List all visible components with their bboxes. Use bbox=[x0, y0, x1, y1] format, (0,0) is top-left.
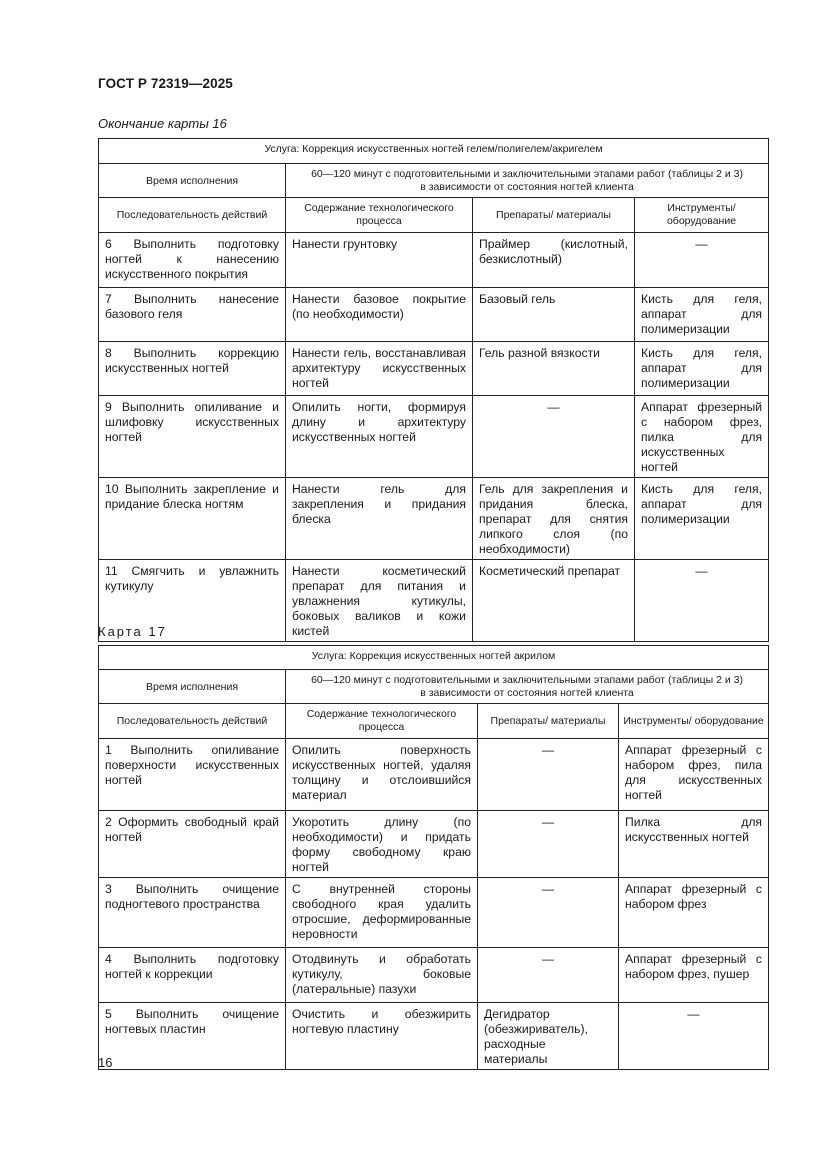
table-row bbox=[99, 288, 769, 342]
time-label: Время исполнения bbox=[99, 670, 286, 704]
column-header-materials: Препараты/ материалы bbox=[478, 704, 619, 739]
cell-step: 9 Выполнить опиливание и шлифовку искусственных ногтей bbox=[99, 396, 286, 478]
cell-tools: — bbox=[635, 560, 769, 642]
cell-step: 5 Выполнить очищение ногтевых пластин bbox=[99, 1003, 286, 1070]
cell-process: Нанести базовое покрытие (по необходимости) bbox=[286, 288, 473, 342]
column-header-materials: Препараты/ материалы bbox=[473, 198, 635, 233]
table-row bbox=[99, 948, 769, 1003]
table-row bbox=[99, 1003, 769, 1070]
cell-tools: — bbox=[635, 233, 769, 288]
time-value-line1: 60—120 минут с подготовительными и заключительными этапами работ (таблицы 2 и 3) bbox=[311, 673, 743, 686]
cell-process: Опилить поверхность искусственных ногтей, удаляя толщину и отслоившийся материал bbox=[286, 739, 478, 811]
cell-step: 10 Выполнить закрепление и придание блеска ногтям bbox=[99, 478, 286, 560]
cell-step: 6 Выполнить подготовку ногтей к нанесению искусственного покрытия bbox=[99, 233, 286, 288]
table-row bbox=[99, 739, 769, 811]
table-row bbox=[99, 233, 769, 288]
cell-materials: Праймер (кислотный, безкислотный) bbox=[473, 233, 635, 288]
cell-materials: — bbox=[478, 811, 619, 878]
cell-process: Нанести грунтовку bbox=[286, 233, 473, 288]
cell-process: Нанести косметический препарат для питания и увлажнения кутикулы, боковых валиков и кожи кистей bbox=[286, 560, 473, 642]
cell-step: 8 Выполнить коррекцию искусственных ногтей bbox=[99, 342, 286, 396]
cell-materials: Гель разной вязкости bbox=[473, 342, 635, 396]
time-value bbox=[286, 670, 769, 704]
time-value bbox=[286, 164, 769, 198]
cell-materials: — bbox=[473, 396, 635, 478]
cell-tools: Кисть для геля, аппарат для полимеризации bbox=[635, 478, 769, 560]
cell-materials: Косметический препарат bbox=[473, 560, 635, 642]
service-title: Услуга: Коррекция искусственных ногтей акрилом bbox=[99, 646, 769, 670]
table-row bbox=[99, 811, 769, 878]
time-value-line2: в зависимости от состояния ногтей клиента bbox=[420, 686, 634, 699]
time-value-line2: в зависимости от состояния ногтей клиента bbox=[420, 180, 634, 193]
cell-tools: Кисть для геля, аппарат для полимеризации bbox=[635, 342, 769, 396]
cell-step: 2 Оформить свободный край ногтей bbox=[99, 811, 286, 878]
cell-process: Опилить ногти, формируя длину и архитектуру искусственных ногтей bbox=[286, 396, 473, 478]
card-continuation-caption: Окончание карты 16 bbox=[98, 116, 227, 131]
cell-tools: Аппарат фрезерный с набором фрез, пушер bbox=[619, 948, 769, 1003]
table-row bbox=[99, 396, 769, 478]
table-row bbox=[99, 560, 769, 642]
cell-tools: Аппарат фрезерный с набором фрез, пилка для искусственных ногтей bbox=[635, 396, 769, 478]
cell-tools: Аппарат фрезерный с набором фрез, пила для искусственных ногтей bbox=[619, 739, 769, 811]
time-label: Время исполнения bbox=[99, 164, 286, 198]
cell-materials: Гель для закрепления и придания блеска, препарат для снятия липкого слоя (по необходимости) bbox=[473, 478, 635, 560]
column-header-process: Содержание технологического процесса bbox=[286, 704, 478, 739]
card-16-table bbox=[98, 138, 769, 642]
cell-tools: — bbox=[619, 1003, 769, 1070]
column-header-tools: Инструменты/ оборудование bbox=[635, 198, 769, 233]
cell-process: Укоротить длину (по необходимости) и придать форму свободному краю ногтей bbox=[286, 811, 478, 878]
cell-materials: Дегидратор (обезжириватель), расходные материалы bbox=[478, 1003, 619, 1070]
table-row bbox=[99, 478, 769, 560]
table-row bbox=[99, 342, 769, 396]
cell-process: Нанести гель для закрепления и придания блеска bbox=[286, 478, 473, 560]
cell-process: С внутренней стороны свободного края удалить отросшие, деформированные неровности bbox=[286, 878, 478, 948]
cell-materials: — bbox=[478, 948, 619, 1003]
cell-step: 11 Смягчить и увлажнить кутикулу bbox=[99, 560, 286, 642]
column-header-tools: Инструменты/ оборудование bbox=[619, 704, 769, 739]
table-row bbox=[99, 878, 769, 948]
card-17-table bbox=[98, 645, 769, 1070]
service-title: Услуга: Коррекция искусственных ногтей гелем/полигелем/акригелем bbox=[99, 139, 769, 164]
cell-materials: Базовый гель bbox=[473, 288, 635, 342]
cell-step: 3 Выполнить очищение подногтевого пространства bbox=[99, 878, 286, 948]
column-header-process: Содержание технологического процесса bbox=[286, 198, 473, 233]
page-number: 16 bbox=[98, 1055, 113, 1070]
cell-process: Очистить и обезжирить ногтевую пластину bbox=[286, 1003, 478, 1070]
cell-process: Отодвинуть и обработать кутикулу, боковые (латеральные) пазухи bbox=[286, 948, 478, 1003]
column-header-steps: Последовательность действий bbox=[99, 198, 286, 233]
cell-step: 7 Выполнить нанесение базового геля bbox=[99, 288, 286, 342]
cell-tools: Кисть для геля, аппарат для полимеризации bbox=[635, 288, 769, 342]
cell-process: Нанести гель, восстанавливая архитектуру искусственных ногтей bbox=[286, 342, 473, 396]
cell-step: 1 Выполнить опиливание поверхности искусственных ногтей bbox=[99, 739, 286, 811]
cell-tools: Аппарат фрезерный с набором фрез bbox=[619, 878, 769, 948]
document-id: ГОСТ Р 72319—2025 bbox=[98, 76, 233, 91]
cell-tools: Пилка для искусственных ногтей bbox=[619, 811, 769, 878]
cell-materials: — bbox=[478, 878, 619, 948]
time-value-line1: 60—120 минут с подготовительными и заключительными этапами работ (таблицы 2 и 3) bbox=[311, 167, 743, 180]
cell-step: 4 Выполнить подготовку ногтей к коррекции bbox=[99, 948, 286, 1003]
column-header-steps: Последовательность действий bbox=[99, 704, 286, 739]
cell-materials: — bbox=[478, 739, 619, 811]
card-17-title: Карта 17 bbox=[98, 624, 167, 639]
